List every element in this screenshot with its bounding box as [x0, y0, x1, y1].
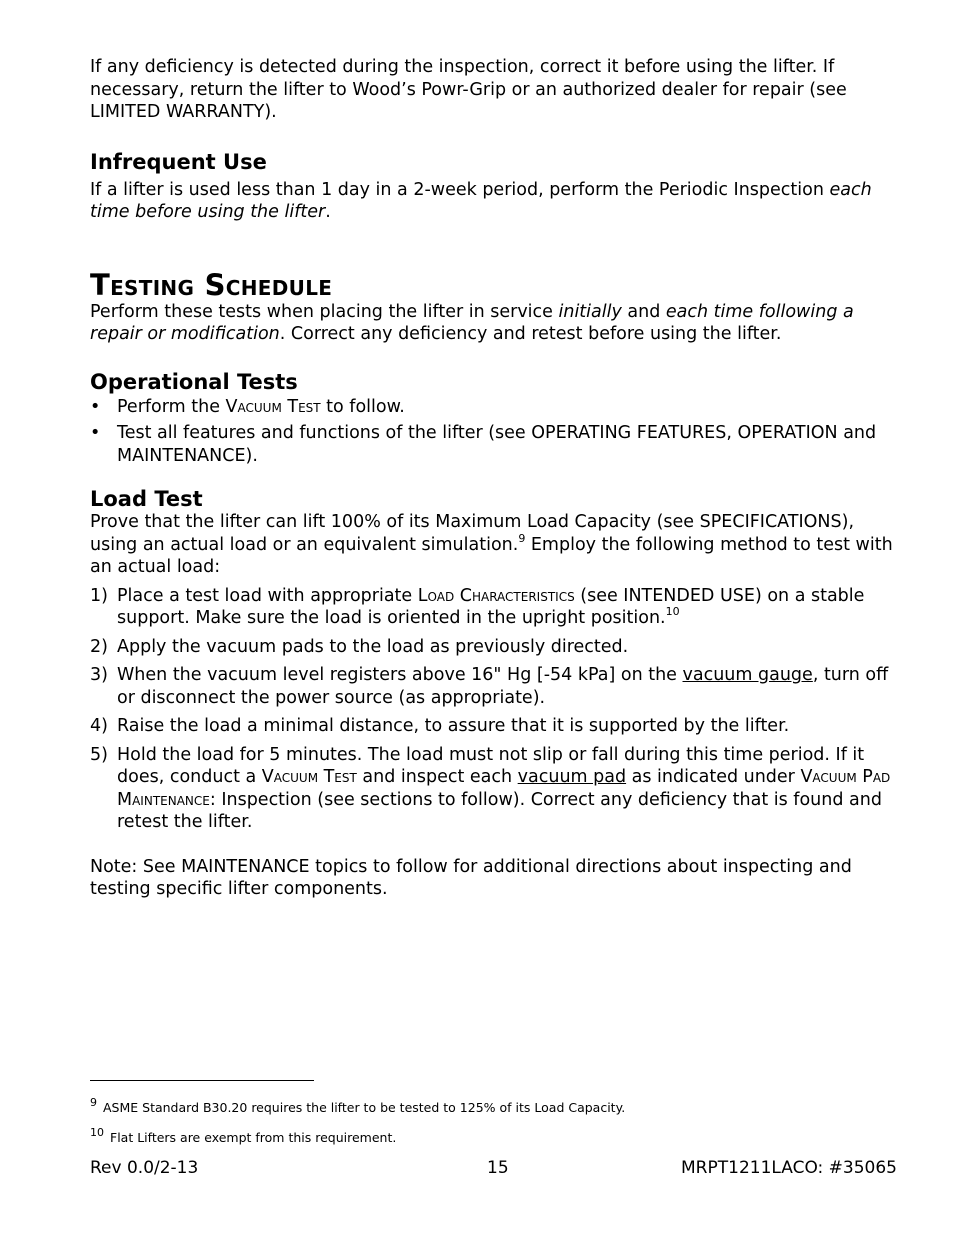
note-paragraph: Note: See MAINTENANCE topics to follow for additional directions about inspecting and testing specific lifter components. [90, 856, 852, 899]
footnote-divider [90, 1080, 314, 1081]
vacuum-gauge-link: vacuum gauge [682, 665, 813, 685]
load-test-heading: Load Test [90, 487, 203, 511]
list-item: 2) Apply the vacuum pads to the load as previously directed. [90, 636, 629, 657]
footnote-ref-10: 10 [665, 605, 680, 618]
revision-label: Rev 0.0/2-13 [90, 1158, 199, 1178]
list-item: 1) Place a test load with appropriate Load Characteristics (see INTENDED USE) on a stable support. Make sure the load is oriented in the upright position.$^{10}$ [90, 585, 865, 628]
list-item: • Test all features and functions of the lifter (see OPERATING FEATURES, OPERATION and MAINTENANCE). [90, 423, 877, 466]
intro-paragraph: If any deficiency is detected during the inspection, correct it before using the lifter. If necessary, return the lifter to Wood’s Powr-Grip or an authorized dealer for repair (see LIMITED WARRANTY). [90, 57, 847, 122]
vacuum-pad-link: vacuum pad [517, 767, 627, 787]
footnote-10: 10 Flat Lifters are exempt from this requirement. [90, 1126, 397, 1145]
footnote-ref-9: 9 [518, 531, 526, 545]
list-item: • Perform the Vacuum Test to follow. [90, 396, 405, 417]
infrequent-use-heading: Infrequent Use [90, 149, 267, 174]
footnote-9: 9 ASME Standard B30.20 requires the lifter to be tested to 125% of its Load Capacity. [90, 1096, 626, 1115]
testing-schedule-paragraph: Perform these tests when placing the lifter in service initially and each time following a repair or modification. Correct any deficiency and retest before using the lifter. [90, 301, 854, 344]
document-id: MRPT1211LACO: #35065 [681, 1158, 897, 1178]
infrequent-use-paragraph: If a lifter is used less than 1 day in a 2-week period, perform the Periodic Inspection each time before using the lifter. [90, 179, 872, 222]
load-test-paragraph: Prove that the lifter can lift 100% of its Maximum Load Capacity (see SPECIFICATIONS), using an actual load or an equivalent simulation.$^9$ Employ the following method to test with an actual load: [90, 512, 893, 577]
operational-tests-heading: Operational Tests [90, 369, 298, 394]
load-test-steps [90, 585, 900, 834]
operational-tests-list [90, 396, 900, 468]
page-body [90, 56, 900, 901]
testing-schedule-heading: Testing Schedule [90, 267, 333, 302]
list-item: 3) When the vacuum level registers above 16" Hg [-54 kPa] on the vacuum gauge, turn off or disconnect the power source (as appropriate). [90, 665, 889, 708]
page-number: 15 [487, 1158, 509, 1178]
list-item: 4) Raise the load a minimal distance, to assure that it is supported by the lifter. [90, 716, 790, 736]
list-item: 5) Hold the load for 5 minutes. The load must not slip or fall during this time period. If it does, conduct a Vacuum Test and inspect each vacuum pad as indicated under Vacuum Pad Maintenance: Inspection (see sections to follow). Correct any deficiency that is found and retest the lifter. [90, 744, 891, 832]
